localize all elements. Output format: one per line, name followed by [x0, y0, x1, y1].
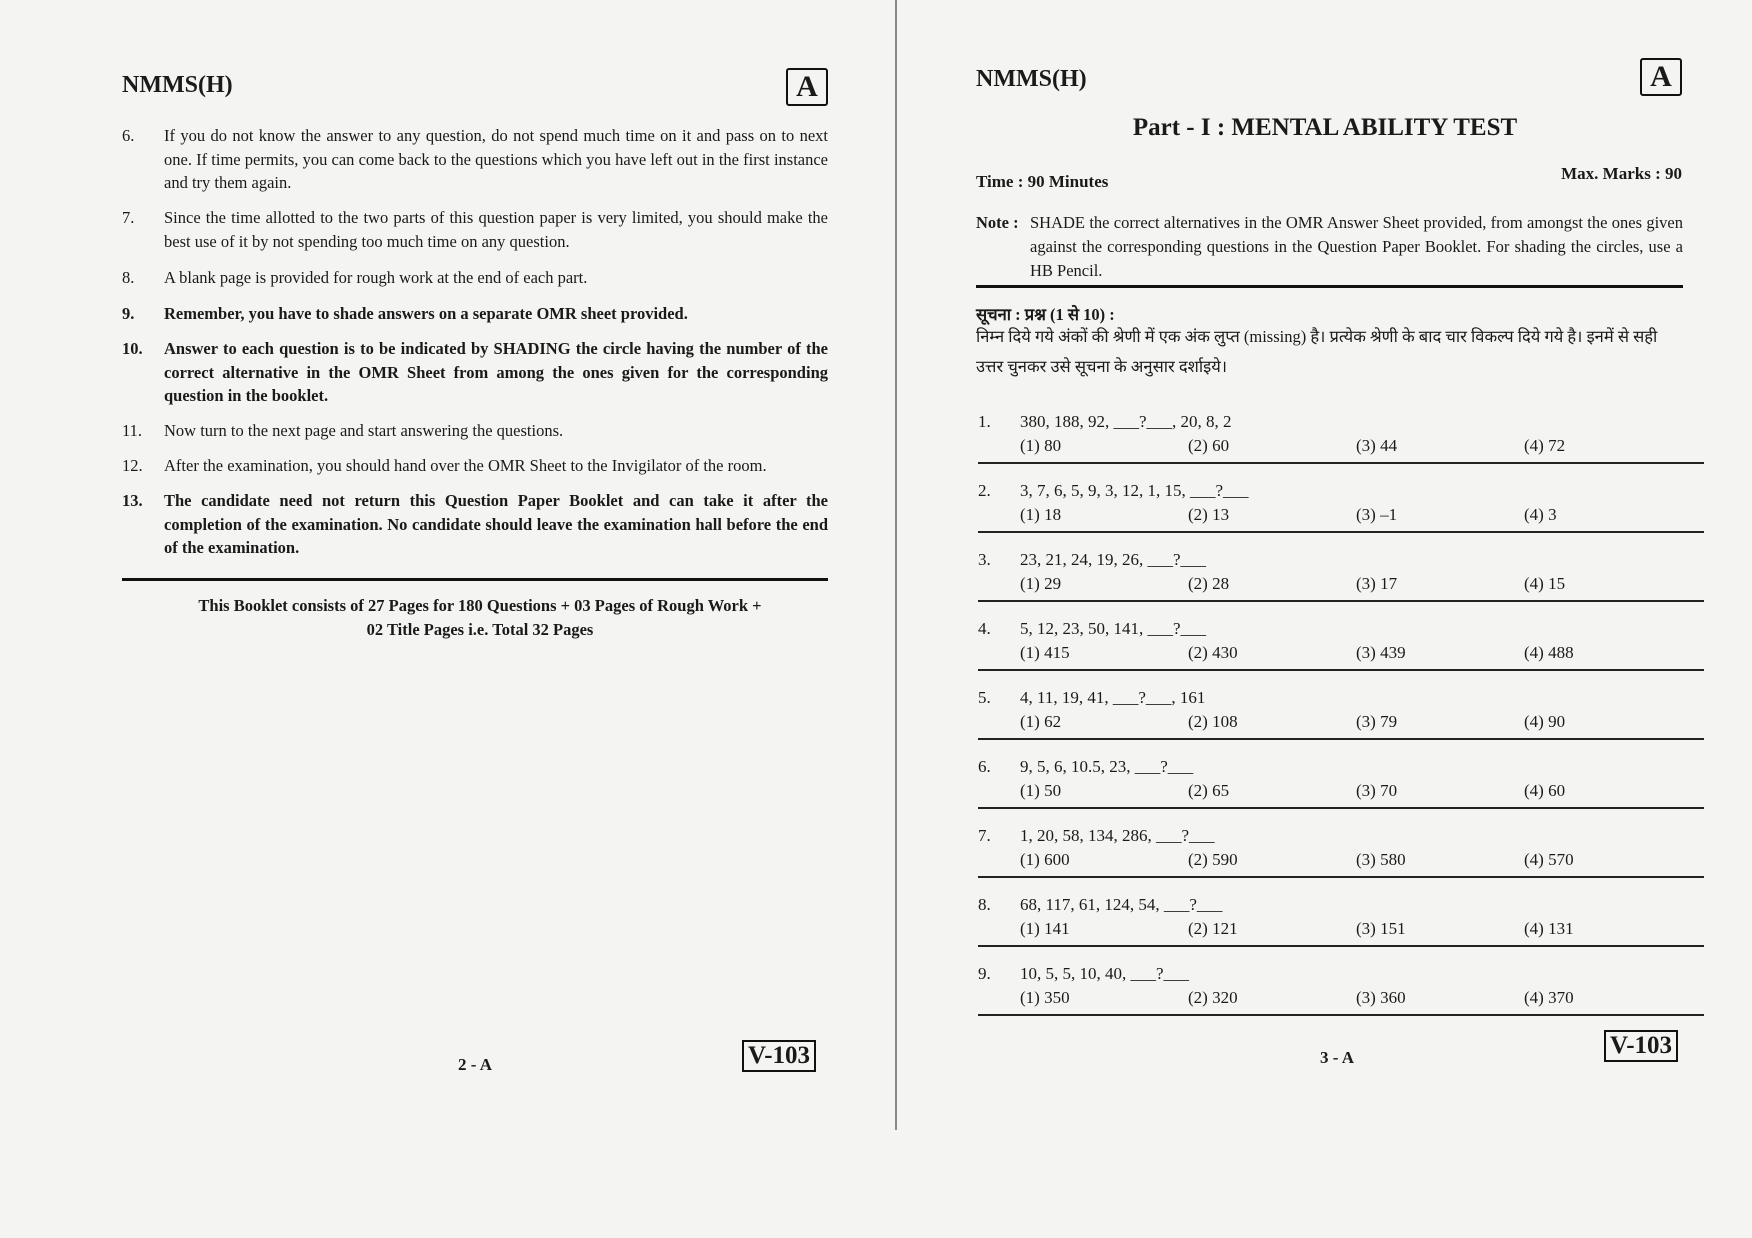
option-3: (3) –1 — [1356, 505, 1398, 524]
option-4: (4) 488 — [1524, 643, 1574, 662]
header-code: NMMS(H) — [976, 66, 1087, 92]
option-2: (2) 60 — [1188, 436, 1230, 455]
question-number: 8. — [978, 895, 991, 914]
question-item — [978, 550, 1688, 620]
option-1: (1) 600 — [1020, 850, 1070, 869]
section-rule — [976, 285, 1683, 288]
question-rule — [978, 1014, 1704, 1016]
instruction-text: The candidate need not return this Question Paper Booklet and can take it after the completion of the examination. No candidate should leave the examination hall before the end of the examination. — [164, 491, 828, 557]
option-3: (3) 151 — [1356, 919, 1406, 938]
question-item — [978, 688, 1688, 758]
instruction-text: After the examination, you should hand over the OMR Sheet to the Invigilator of the room. — [164, 456, 767, 475]
option-3: (3) 44 — [1356, 436, 1398, 455]
option-1: (1) 50 — [1020, 781, 1062, 800]
option-2: (2) 13 — [1188, 505, 1230, 524]
option-2: (2) 590 — [1188, 850, 1238, 869]
booklet-info — [140, 594, 820, 642]
option-4: (4) 72 — [1524, 436, 1566, 455]
option-1: (1) 141 — [1020, 919, 1070, 938]
question-item — [978, 964, 1688, 1034]
note-text: SHADE the correct alternatives in the OMR Answer Sheet provided, from amongst the ones given against the corresponding questions in the Question Paper Booklet. For shading the circles, use a HB Pencil. — [1030, 213, 1683, 280]
question-number: 3. — [978, 550, 991, 569]
instruction-number: 6. — [122, 126, 135, 145]
option-4: (4) 131 — [1524, 919, 1574, 938]
question-item — [978, 412, 1688, 482]
option-1: (1) 29 — [1020, 574, 1062, 593]
option-3: (3) 360 — [1356, 988, 1406, 1007]
note-block — [976, 211, 1683, 283]
question-item — [978, 757, 1688, 827]
page-divider — [895, 0, 897, 1130]
option-1: (1) 350 — [1020, 988, 1070, 1007]
question-rule — [978, 807, 1704, 809]
question-text: 23, 21, 24, 19, 26, ___?___ — [1020, 550, 1207, 569]
instruction-text: Since the time allotted to the two parts of this question paper is very limited, you should make the best use of it by not spending too much time on any question. — [164, 208, 828, 251]
question-number: 4. — [978, 619, 991, 638]
paper-code-box: V-103 — [1604, 1030, 1678, 1062]
time-label: Time : 90 Minutes — [976, 172, 1109, 191]
option-4: (4) 90 — [1524, 712, 1566, 731]
part-title: Part - I : MENTAL ABILITY TEST — [1132, 114, 1518, 141]
question-text: 3, 7, 6, 5, 9, 3, 12, 1, 15, ___?___ — [1020, 481, 1249, 500]
question-text: 1, 20, 58, 134, 286, ___?___ — [1020, 826, 1215, 845]
option-3: (3) 439 — [1356, 643, 1406, 662]
paper-code-box: V-103 — [742, 1040, 816, 1072]
set-letter-box: A — [786, 68, 828, 106]
option-4: (4) 570 — [1524, 850, 1574, 869]
option-2: (2) 320 — [1188, 988, 1238, 1007]
instruction-number: 10. — [122, 339, 143, 358]
instruction-item — [122, 124, 828, 195]
question-text: 10, 5, 5, 10, 40, ___?___ — [1020, 964, 1190, 983]
question-rule — [978, 531, 1704, 533]
option-4: (4) 3 — [1524, 505, 1557, 524]
hindi-instruction-text: निम्न दिये गये अंकों की श्रेणी में एक अंक लुप्त (missing) है। प्रत्येक श्रेणी के बाद चार विकल्प दिये गये है। इनमें से सही उत्तर चुनकर उसे सूचना के अनुसार दर्शाइये। — [976, 327, 1658, 376]
option-4: (4) 370 — [1524, 988, 1574, 1007]
question-number: 7. — [978, 826, 991, 845]
instruction-text: Answer to each question is to be indicated by SHADING the circle having the number of the correct alternative in the OMR Sheet from among the ones given for the corresponding question in the booklet. — [164, 339, 828, 405]
question-rule — [978, 600, 1704, 602]
page-number: 3 - A — [1320, 1048, 1354, 1067]
question-number: 5. — [978, 688, 991, 707]
option-2: (2) 108 — [1188, 712, 1238, 731]
instruction-number: 11. — [122, 421, 143, 440]
section-rule — [122, 578, 828, 581]
instruction-text: Remember, you have to shade answers on a separate OMR sheet provided. — [164, 304, 688, 323]
question-text: 9, 5, 6, 10.5, 23, ___?___ — [1020, 757, 1194, 776]
question-rule — [978, 876, 1704, 878]
question-item — [978, 619, 1688, 689]
instruction-text: If you do not know the answer to any question, do not spend much time on it and pass on to next one. If time permits, you can come back to the questions which you have left out in the first instance and try them again. — [164, 126, 828, 192]
booklet-info-line: 02 Title Pages i.e. Total 32 Pages — [366, 620, 594, 639]
instruction-number: 7. — [122, 208, 135, 227]
question-number: 2. — [978, 481, 991, 500]
question-item — [978, 895, 1688, 965]
instruction-item — [122, 419, 828, 443]
option-1: (1) 62 — [1020, 712, 1062, 731]
option-3: (3) 17 — [1356, 574, 1398, 593]
option-3: (3) 70 — [1356, 781, 1398, 800]
question-text: 68, 117, 61, 124, 54, ___?___ — [1020, 895, 1223, 914]
option-2: (2) 28 — [1188, 574, 1230, 593]
question-text: 5, 12, 23, 50, 141, ___?___ — [1020, 619, 1207, 638]
booklet-info-line: This Booklet consists of 27 Pages for 180 Questions + 03 Pages of Rough Work + — [198, 596, 762, 615]
question-text: 380, 188, 92, ___?___, 20, 8, 2 — [1020, 412, 1232, 431]
instruction-item — [122, 454, 828, 478]
question-number: 9. — [978, 964, 991, 983]
option-2: (2) 121 — [1188, 919, 1238, 938]
question-rule — [978, 462, 1704, 464]
instruction-item — [122, 206, 828, 253]
question-item — [978, 481, 1688, 551]
page-number: 2 - A — [458, 1055, 492, 1074]
max-marks-label: Max. Marks : 90 — [1561, 164, 1682, 183]
instruction-item — [122, 302, 828, 326]
option-1: (1) 415 — [1020, 643, 1070, 662]
option-1: (1) 80 — [1020, 436, 1062, 455]
option-1: (1) 18 — [1020, 505, 1062, 524]
instruction-number: 12. — [122, 456, 143, 475]
instruction-item — [122, 337, 828, 408]
right-page — [898, 0, 1752, 1238]
set-letter-box: A — [1640, 58, 1682, 96]
instruction-number: 8. — [122, 268, 135, 287]
instruction-number: 13. — [122, 491, 143, 510]
question-item — [978, 826, 1688, 896]
option-2: (2) 430 — [1188, 643, 1238, 662]
option-3: (3) 79 — [1356, 712, 1398, 731]
question-rule — [978, 738, 1704, 740]
instruction-item — [122, 266, 828, 290]
instruction-item — [122, 489, 828, 560]
option-3: (3) 580 — [1356, 850, 1406, 869]
instruction-text: A blank page is provided for rough work at the end of each part. — [164, 268, 588, 287]
question-rule — [978, 669, 1704, 671]
header-code: NMMS(H) — [122, 72, 233, 98]
option-4: (4) 15 — [1524, 574, 1566, 593]
hindi-instruction-label: सूचना : प्रश्न (1 से 10) : — [976, 305, 1115, 324]
question-text: 4, 11, 19, 41, ___?___, 161 — [1020, 688, 1206, 707]
question-number: 1. — [978, 412, 991, 431]
option-4: (4) 60 — [1524, 781, 1566, 800]
instruction-number: 9. — [122, 304, 135, 323]
question-rule — [978, 945, 1704, 947]
option-2: (2) 65 — [1188, 781, 1230, 800]
note-label: Note : — [976, 213, 1019, 232]
instruction-text: Now turn to the next page and start answering the questions. — [164, 421, 564, 440]
question-number: 6. — [978, 757, 991, 776]
